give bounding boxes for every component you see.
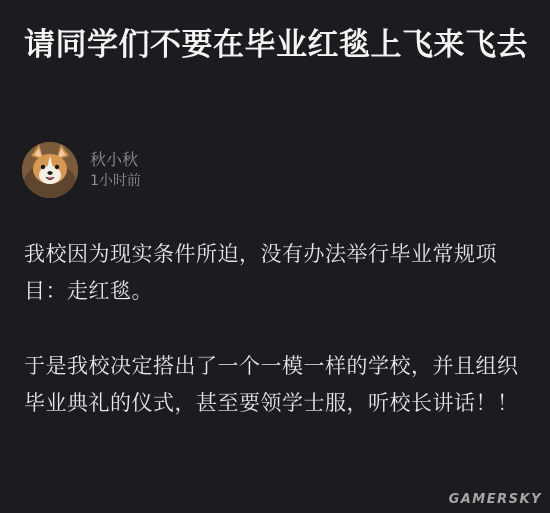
author-name[interactable]: 秋小秋 bbox=[90, 150, 139, 169]
post-paragraph: 我校因为现实条件所迫，没有办法举行毕业常规项目：走红毯。 bbox=[24, 242, 497, 303]
post-paragraph: 于是我校决定搭出了一个一模一样的学校，并且组织毕业典礼的仪式，甚至要领学士服，听校长讲话！！ bbox=[24, 354, 519, 415]
watermark: GAMERSKY bbox=[448, 492, 542, 507]
corgi-avatar-icon bbox=[22, 142, 78, 198]
author-info[interactable] bbox=[22, 140, 141, 200]
post-body bbox=[24, 236, 524, 422]
avatar[interactable] bbox=[22, 142, 78, 198]
post-title: 请同学们不要在毕业红毯上飞来飞去 bbox=[24, 27, 528, 63]
post-timestamp: 1小时前 bbox=[90, 173, 141, 189]
